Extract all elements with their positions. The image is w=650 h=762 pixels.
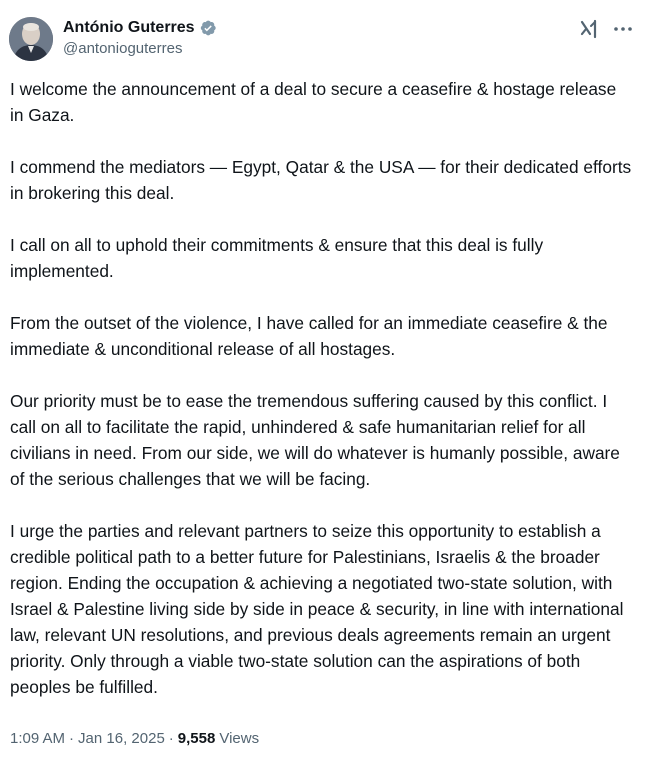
- author-names: [63, 17, 217, 57]
- avatar[interactable]: [9, 17, 53, 61]
- verified-badge-icon[interactable]: [199, 19, 217, 37]
- views-count[interactable]: 9,558: [177, 730, 216, 747]
- tweet-paragraph: Our priority must be to ease the tremendous suffering caused by this conflict. I call on all to facilitate the rapid, unhindered & safe humanitarian relief for all civilians in need. From our side, we will do whatever is humanly possible, aware of the serious challenges that we will be facing.: [10, 391, 620, 489]
- tweet-header: [9, 14, 634, 64]
- tweet-meta: [10, 730, 259, 747]
- grok-icon[interactable]: [580, 18, 600, 40]
- post-time[interactable]: 1:09 AM: [10, 730, 66, 747]
- meta-separator: ·: [69, 730, 75, 747]
- more-icon[interactable]: [612, 18, 634, 40]
- views-label[interactable]: Views: [219, 730, 260, 747]
- tweet-paragraph: I urge the parties and relevant partners to seize this opportunity to establish a credible political path to a better future for Palestinians, Israelis & the broader region. Ending the occupation & achieving a negotiated two-state solution, with Israel & Palestine living side by side in peace & security, in line with international law, relevant UN resolutions, and previous deals agreements remain an urgent priority. Only through a viable two-state solution can the aspirations of both peoples be fulfilled.: [10, 521, 624, 697]
- post-date[interactable]: Jan 16, 2025: [78, 730, 165, 747]
- tweet-paragraph: From the outset of the violence, I have called for an immediate ceasefire & the immediate & unconditional release of all hostages.: [10, 313, 608, 359]
- author-display-name[interactable]: António Guterres: [63, 19, 195, 36]
- tweet-paragraph: I welcome the announcement of a deal to secure a ceasefire & hostage release in Gaza.: [10, 79, 617, 125]
- tweet-paragraph: I commend the mediators — Egypt, Qatar & the USA — for their dedicated efforts in brokering this deal.: [10, 157, 632, 203]
- tweet-text: [10, 76, 632, 700]
- author-handle[interactable]: @antonioguterres: [63, 40, 183, 57]
- tweet-paragraph: I call on all to uphold their commitments & ensure that this deal is fully implemented.: [10, 235, 544, 281]
- meta-separator: ·: [168, 730, 174, 747]
